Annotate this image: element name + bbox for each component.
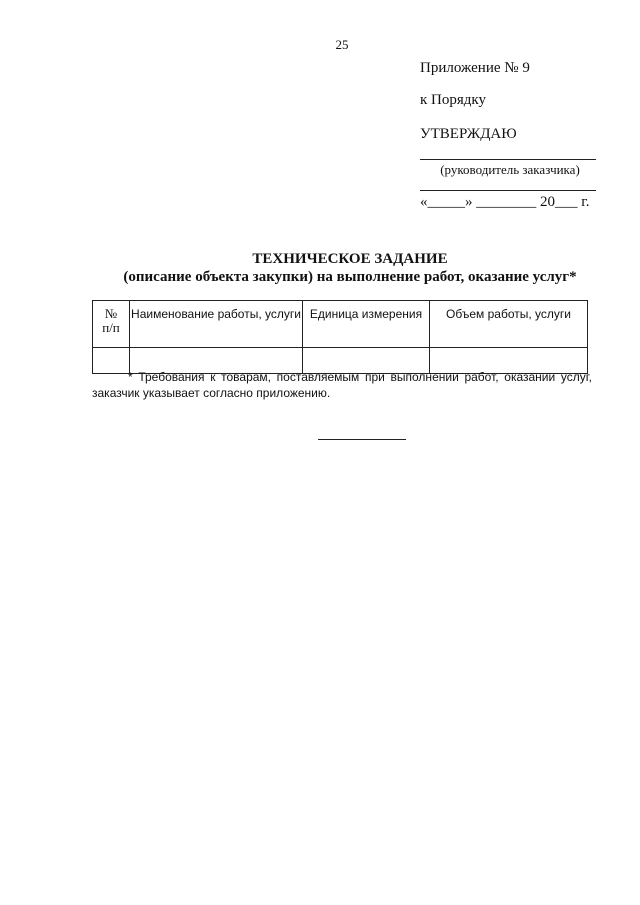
header-volume: Объем работы, услуги [430,301,588,348]
works-table [92,300,588,374]
header-unit: Единица измерения [303,301,430,348]
header-number-symbol: № [104,306,118,321]
order-reference: к Порядку [420,92,486,108]
date-line: «_____» ________ 20___ г. [420,194,590,210]
signature-line [420,159,596,160]
document-title-block [60,250,640,286]
name-line [420,190,596,191]
header-number-abbr: п/п [102,320,120,335]
approve-heading: УТВЕРЖДАЮ [420,126,517,142]
table-header-row [93,301,588,348]
end-divider [318,439,406,440]
appendix-label: Приложение № 9 [420,60,530,76]
role-caption: (руководитель заказчика) [440,162,580,177]
document-title: ТЕХНИЧЕСКОЕ ЗАДАНИЕ [252,251,448,267]
footnote-line-1: * Требования к товарам, поставляемым при выполнении работ, оказании услуг, [128,370,592,384]
header-name: Наименование работы, услуги [130,301,303,348]
header-number [93,301,130,348]
document-subtitle: (описание объекта закупки) на выполнение работ, оказание услуг* [123,269,577,285]
footnote [92,369,592,401]
page-number: 25 [335,37,349,52]
footnote-line-2: заказчик указывает согласно приложению. [92,386,331,400]
